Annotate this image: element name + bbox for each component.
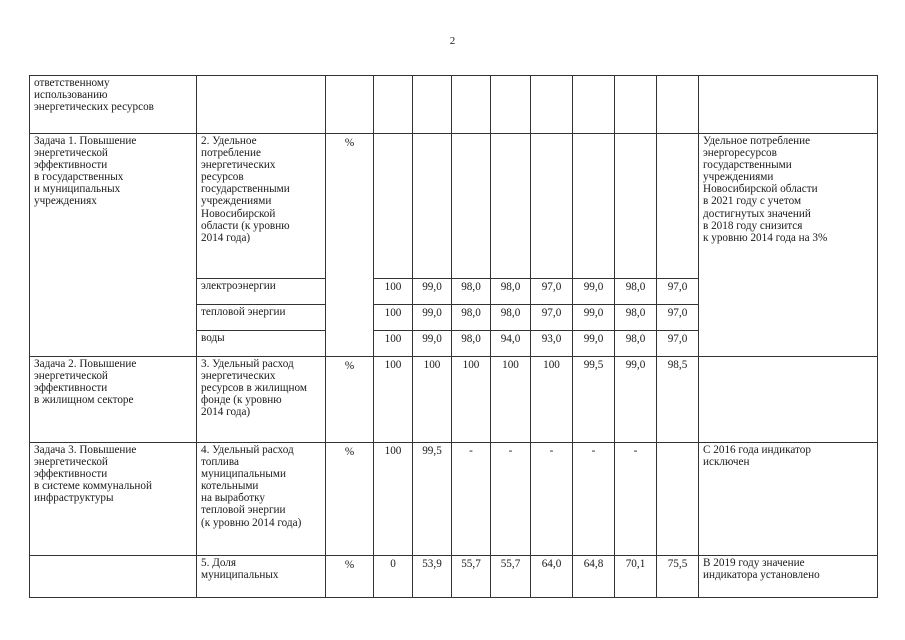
value-cell: 70,1 bbox=[615, 556, 657, 598]
value-cell bbox=[657, 443, 699, 556]
unit-cell: % bbox=[326, 443, 374, 556]
subrow-label: тепловой энергии bbox=[197, 305, 326, 331]
table-row-indicator5 bbox=[30, 556, 878, 598]
value-cell: 100 bbox=[491, 357, 531, 443]
unit-cell: % bbox=[326, 134, 374, 357]
value-cell: - bbox=[615, 443, 657, 556]
value-cell: 100 bbox=[374, 331, 413, 357]
indicator-cell: 4. Удельный расход топлива муниципальными котельными на выработку тепловой энергии (к уровню 2014 года) bbox=[197, 443, 326, 556]
value-cell: - bbox=[573, 443, 615, 556]
value-cell: 53,9 bbox=[413, 556, 452, 598]
unit-cell: % bbox=[326, 556, 374, 598]
value-cell: 97,0 bbox=[657, 305, 699, 331]
value-cell: 98,5 bbox=[657, 357, 699, 443]
value-cell: 100 bbox=[374, 357, 413, 443]
value-cell: 99,0 bbox=[573, 331, 615, 357]
value-cell: 99,0 bbox=[413, 305, 452, 331]
subrow-label: воды bbox=[197, 331, 326, 357]
value-cell: 98,0 bbox=[452, 331, 491, 357]
note-cell: В 2019 году значение индикатора установлено bbox=[699, 556, 878, 598]
value-cell: 55,7 bbox=[491, 556, 531, 598]
value-cell: - bbox=[452, 443, 491, 556]
indicators-table bbox=[29, 75, 878, 598]
table-row-task2 bbox=[30, 357, 878, 443]
value-cell: 0 bbox=[374, 556, 413, 598]
value-cell: 99,0 bbox=[573, 305, 615, 331]
value-cell: 75,5 bbox=[657, 556, 699, 598]
note-cell: С 2016 года индикатор исключен bbox=[699, 443, 878, 556]
indicator-cell: 5. Доля муниципальных bbox=[197, 556, 326, 598]
value-cell: 98,0 bbox=[452, 305, 491, 331]
note-cell: Удельное потребление энергоресурсов государственными учреждениями Новосибирской области в 2021 году с учетом достигнутых значений в 2018 году снизится к уровню 2014 года на 3% bbox=[699, 134, 878, 357]
subrow-label: электроэнергии bbox=[197, 279, 326, 305]
unit-cell: % bbox=[326, 357, 374, 443]
value-cell: 98,0 bbox=[615, 279, 657, 305]
value-cell: 100 bbox=[452, 357, 491, 443]
value-cell: 64,0 bbox=[531, 556, 573, 598]
value-cell: 94,0 bbox=[491, 331, 531, 357]
value-cell: 99,0 bbox=[413, 331, 452, 357]
task-cell: ответственному использованию энергетических ресурсов bbox=[30, 76, 197, 134]
value-cell: 99,0 bbox=[615, 357, 657, 443]
value-cell: 98,0 bbox=[615, 305, 657, 331]
table-row-intro bbox=[30, 76, 878, 134]
value-cell: 98,0 bbox=[491, 305, 531, 331]
value-cell: 97,0 bbox=[657, 331, 699, 357]
table-row-task1 bbox=[30, 134, 878, 279]
indicator-cell: 2. Удельное потребление энергетических ресурсов государственными учреждениями Новосибирской области (к уровню 2014 года) bbox=[197, 134, 326, 279]
task-cell: Задача 3. Повышение энергетической эффективности в системе коммунальной инфраструктуры bbox=[30, 443, 197, 556]
value-cell: 99,5 bbox=[573, 357, 615, 443]
value-cell: 100 bbox=[374, 279, 413, 305]
indicator-cell: 3. Удельный расход энергетических ресурсов в жилищном фонде (к уровню 2014 года) bbox=[197, 357, 326, 443]
page-number: 2 bbox=[449, 35, 456, 47]
value-cell: 93,0 bbox=[531, 331, 573, 357]
task-cell: Задача 2. Повышение энергетической эффективности в жилищном секторе bbox=[30, 357, 197, 443]
value-cell: 64,8 bbox=[573, 556, 615, 598]
value-cell: 99,5 bbox=[413, 443, 452, 556]
table-row-task3 bbox=[30, 443, 878, 556]
value-cell: 97,0 bbox=[531, 279, 573, 305]
note-cell bbox=[699, 357, 878, 443]
value-cell: 55,7 bbox=[452, 556, 491, 598]
value-cell: - bbox=[531, 443, 573, 556]
value-cell: 100 bbox=[374, 305, 413, 331]
task-cell bbox=[30, 556, 197, 598]
value-cell: 98,0 bbox=[491, 279, 531, 305]
value-cell: 97,0 bbox=[657, 279, 699, 305]
value-cell: - bbox=[491, 443, 531, 556]
task-cell: Задача 1. Повышение энергетической эффективности в государственных и муниципальных учреждениях bbox=[30, 134, 197, 357]
value-cell: 99,0 bbox=[413, 279, 452, 305]
value-cell: 100 bbox=[413, 357, 452, 443]
value-cell: 100 bbox=[531, 357, 573, 443]
value-cell: 99,0 bbox=[573, 279, 615, 305]
value-cell: 98,0 bbox=[615, 331, 657, 357]
value-cell: 100 bbox=[374, 443, 413, 556]
value-cell: 97,0 bbox=[531, 305, 573, 331]
value-cell: 98,0 bbox=[452, 279, 491, 305]
